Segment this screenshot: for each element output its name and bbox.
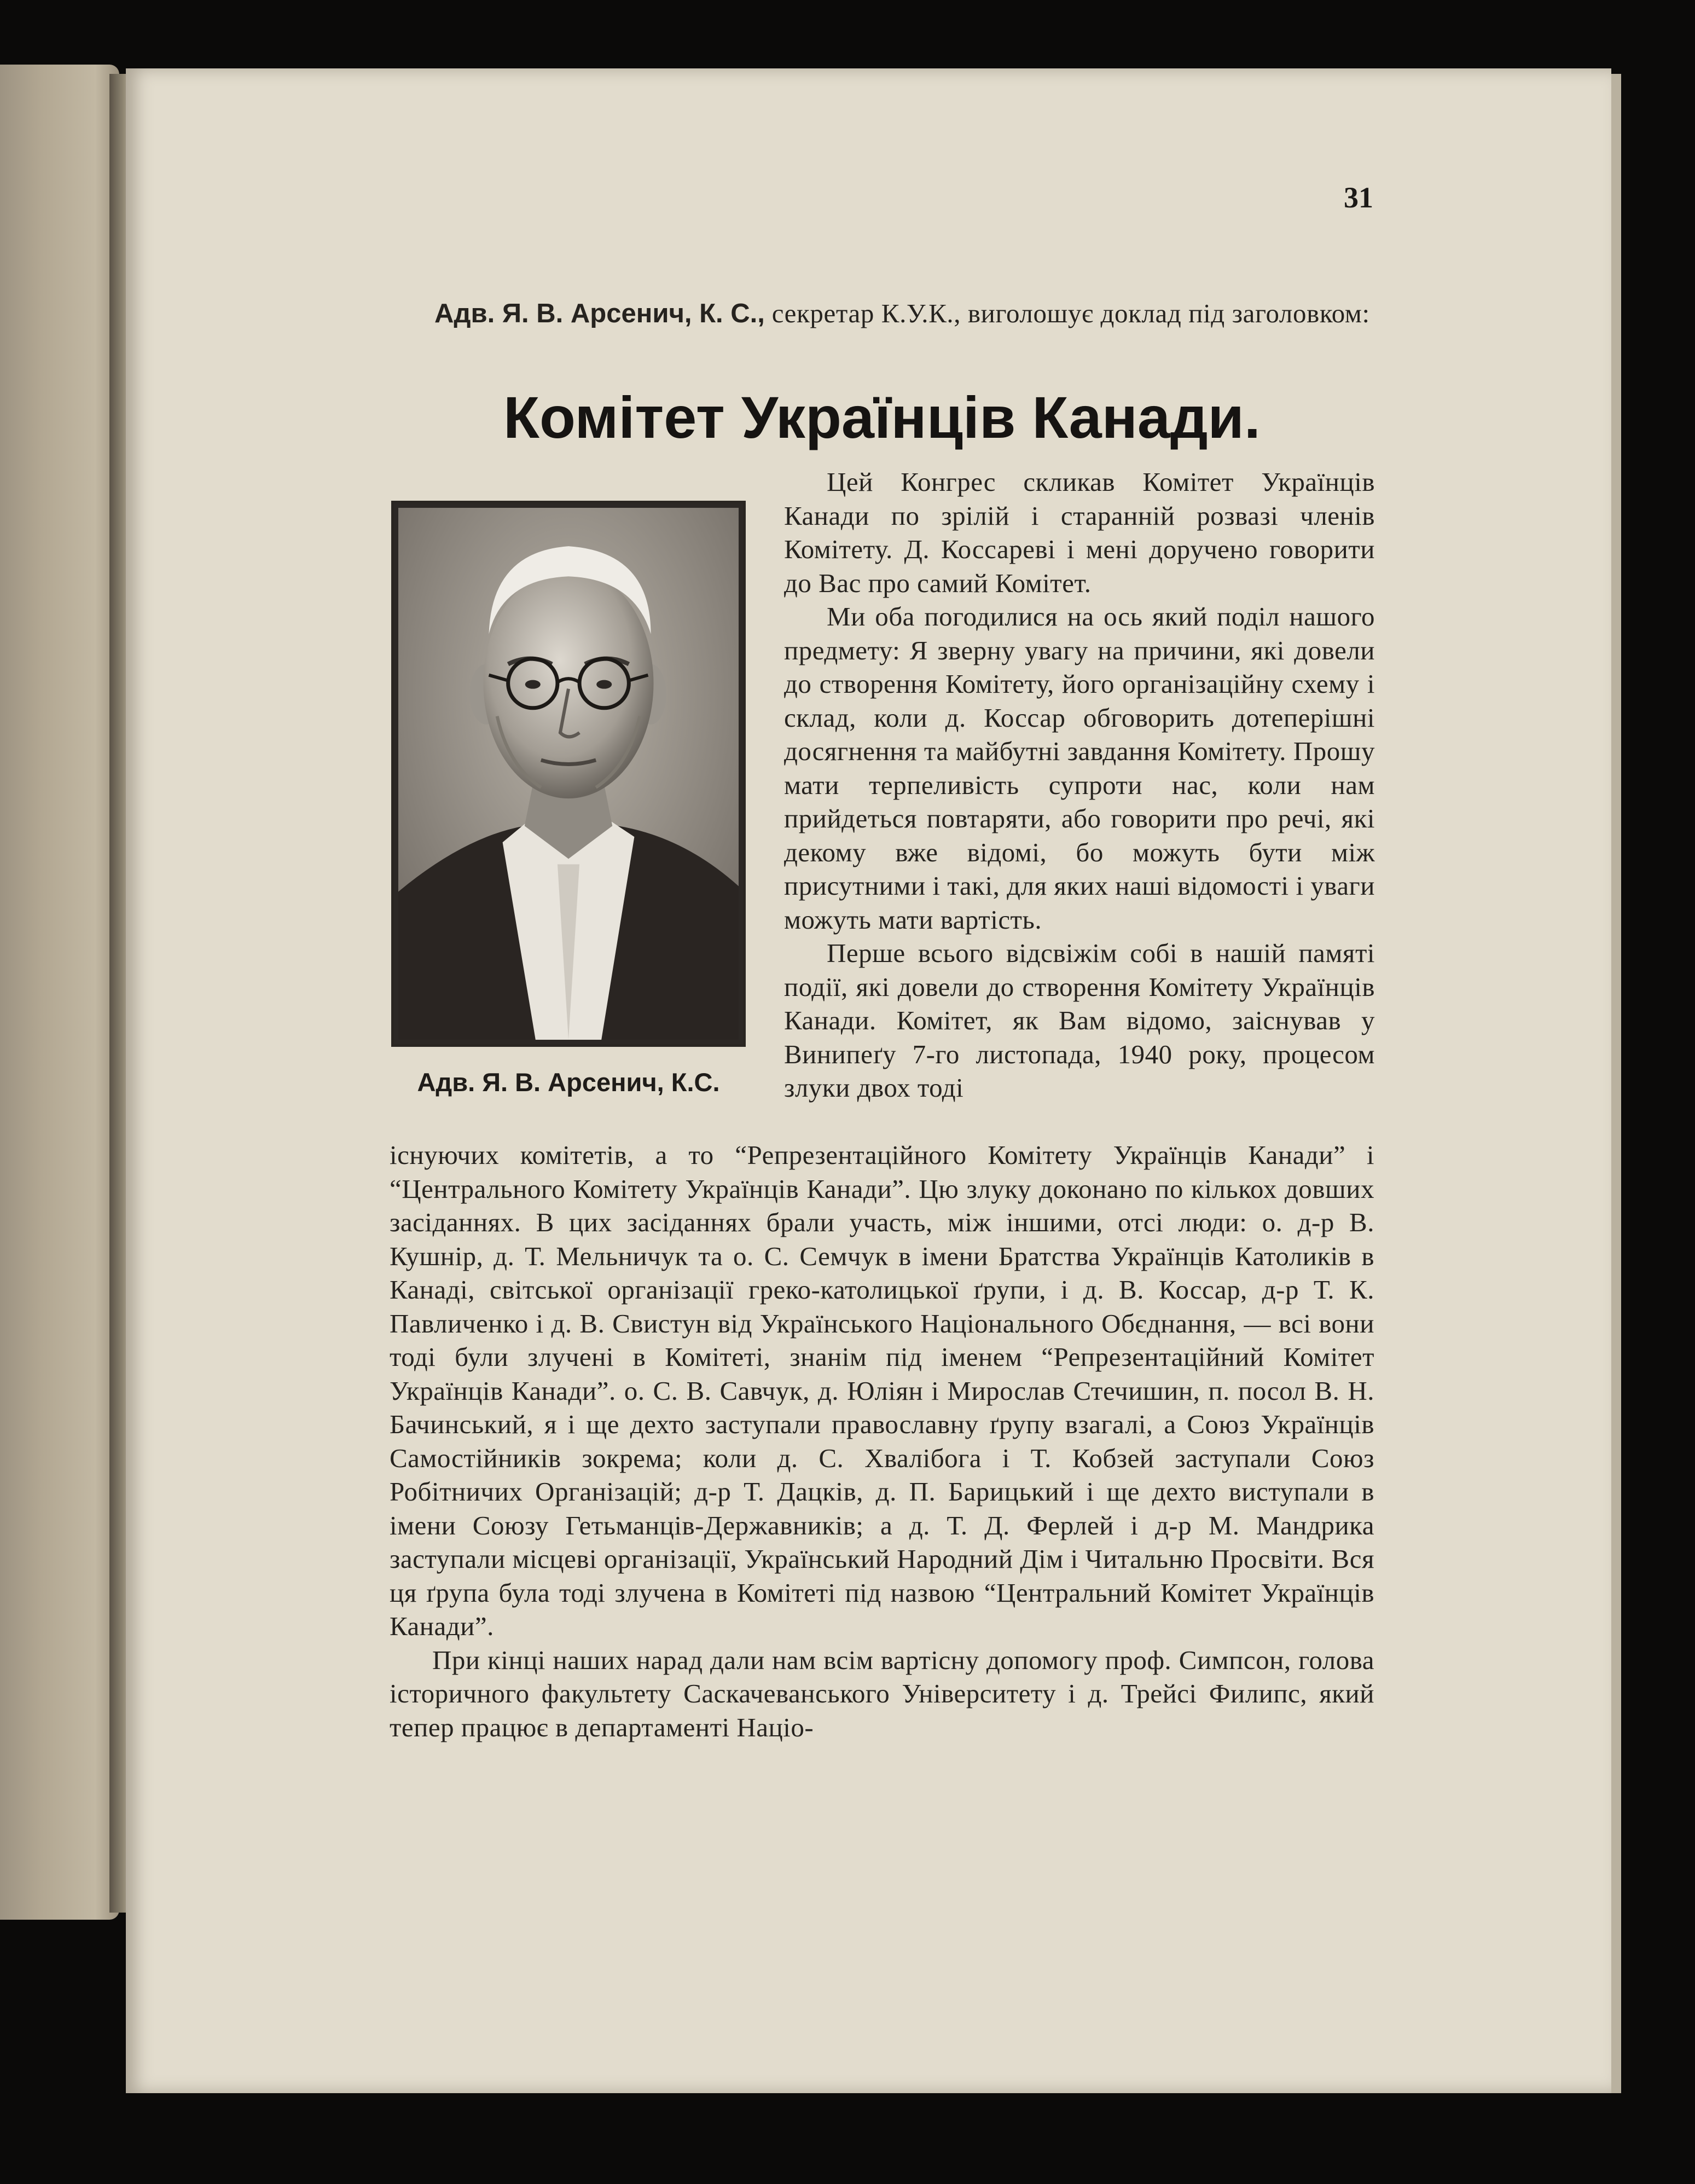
paragraph-2: Ми оба погодилися на ось який поділ нашого предмету: Я зверну увагу на причини, які довели до створення Комітету, його організаційну схему і склад, коли д. Коссар обговорить дотеперішні досягнення та майбутні завдання Комітету. Прошу мати терпеливість супроти нас, коли нам прийдеться повтаряти, або говорити про речі, які декому вже відомі, бо можуть бути між присутними і такі, для яких наші відомості і уваги можуть мати вартість. — [784, 601, 1375, 935]
right-column-text — [784, 465, 1375, 1105]
intro-line — [390, 296, 1374, 332]
full-width-text — [390, 1138, 1374, 1744]
portrait-caption: Адв. Я. В. Арсенич, К.С. — [417, 1068, 720, 1097]
page-edge — [1611, 74, 1621, 2093]
paragraph-3-continued: існуючих комітетів, а то “Репрезентаційного Комітету Українців Канади” і “Центрального Комітету Українців Канади”. Цю злуку доконано по кількох довших засіданнях. В цих засіданнях брали участь, між іншими, отсі люди: о. д-р В. Кушнір, д. Т. Мельничук та о. С. Семчук в імени Братства Українців Католиків в Канаді, світської організації греко-католицької ґрупи, і д. В. Коссар, д-р Т. К. Павличенко і д. В. Свистун від Українського Національного Обєднання, — всі вони тоді були злучені в Комітеті, знанім під іменем “Репрезентаційний Комітет Українців Канади”. о. С. В. Савчук, д. Юліян і Мирослав Стечишин, п. посол В. Н. Бачинський, я і ще дехто заступали православну ґрупу взагалі, а Союз Українців Самостійників зокрема; коли д. С. Хвалібога і Т. Кобзей заступали Союз Робітничих Організацій; д-р Т. Дацків, д. П. Барицький і ще дехто виступали в імени Союзу Гетьманців-Державників; а д. Т. Д. Ферлей і д-р М. Мандрика заступали місцеві організації, Український Народний Дім і Читальню Просвіти. Вся ця ґрупа була тоді злучена в Комітеті під назвою “Центральний Комітет Українців Канади”. — [390, 1140, 1374, 1641]
page-number: 31 — [1344, 181, 1373, 214]
portrait-image — [398, 508, 739, 1040]
paragraph-3-start: Перше всього відсвіжім собі в нашій памяті події, які довели до створення Комітету Українців Канади. Комітет, як Вам відомо, заіснував у Винипеґу 7-го листопада, 1940 року, процесом злуки двох тоді — [784, 938, 1375, 1103]
paragraph-4: При кінці наших нарад дали нам всім вартісну допомогу проф. Симпсон, голова історичного факультету Саскачеванського Університету і д. Трейсі Филипс, який тепер працює в департаменті Націо- — [390, 1644, 1374, 1742]
previous-page-edge — [0, 65, 119, 1920]
intro-text: секретар К.У.К., виголошує доклад під заголовком: — [764, 298, 1370, 328]
intro-author: Адв. Я. В. Арсенич, К. С., — [434, 299, 765, 328]
paragraph-1: Цей Конгрес скликав Комітет Українців Канади по зрілій і старанній розвазі членів Комітету. Д. Коссареві і мені доручено говорити до Вас про самий Комітет. — [784, 467, 1375, 598]
author-portrait — [391, 501, 746, 1047]
article-title: Комітет Українців Канади. — [503, 384, 1261, 450]
